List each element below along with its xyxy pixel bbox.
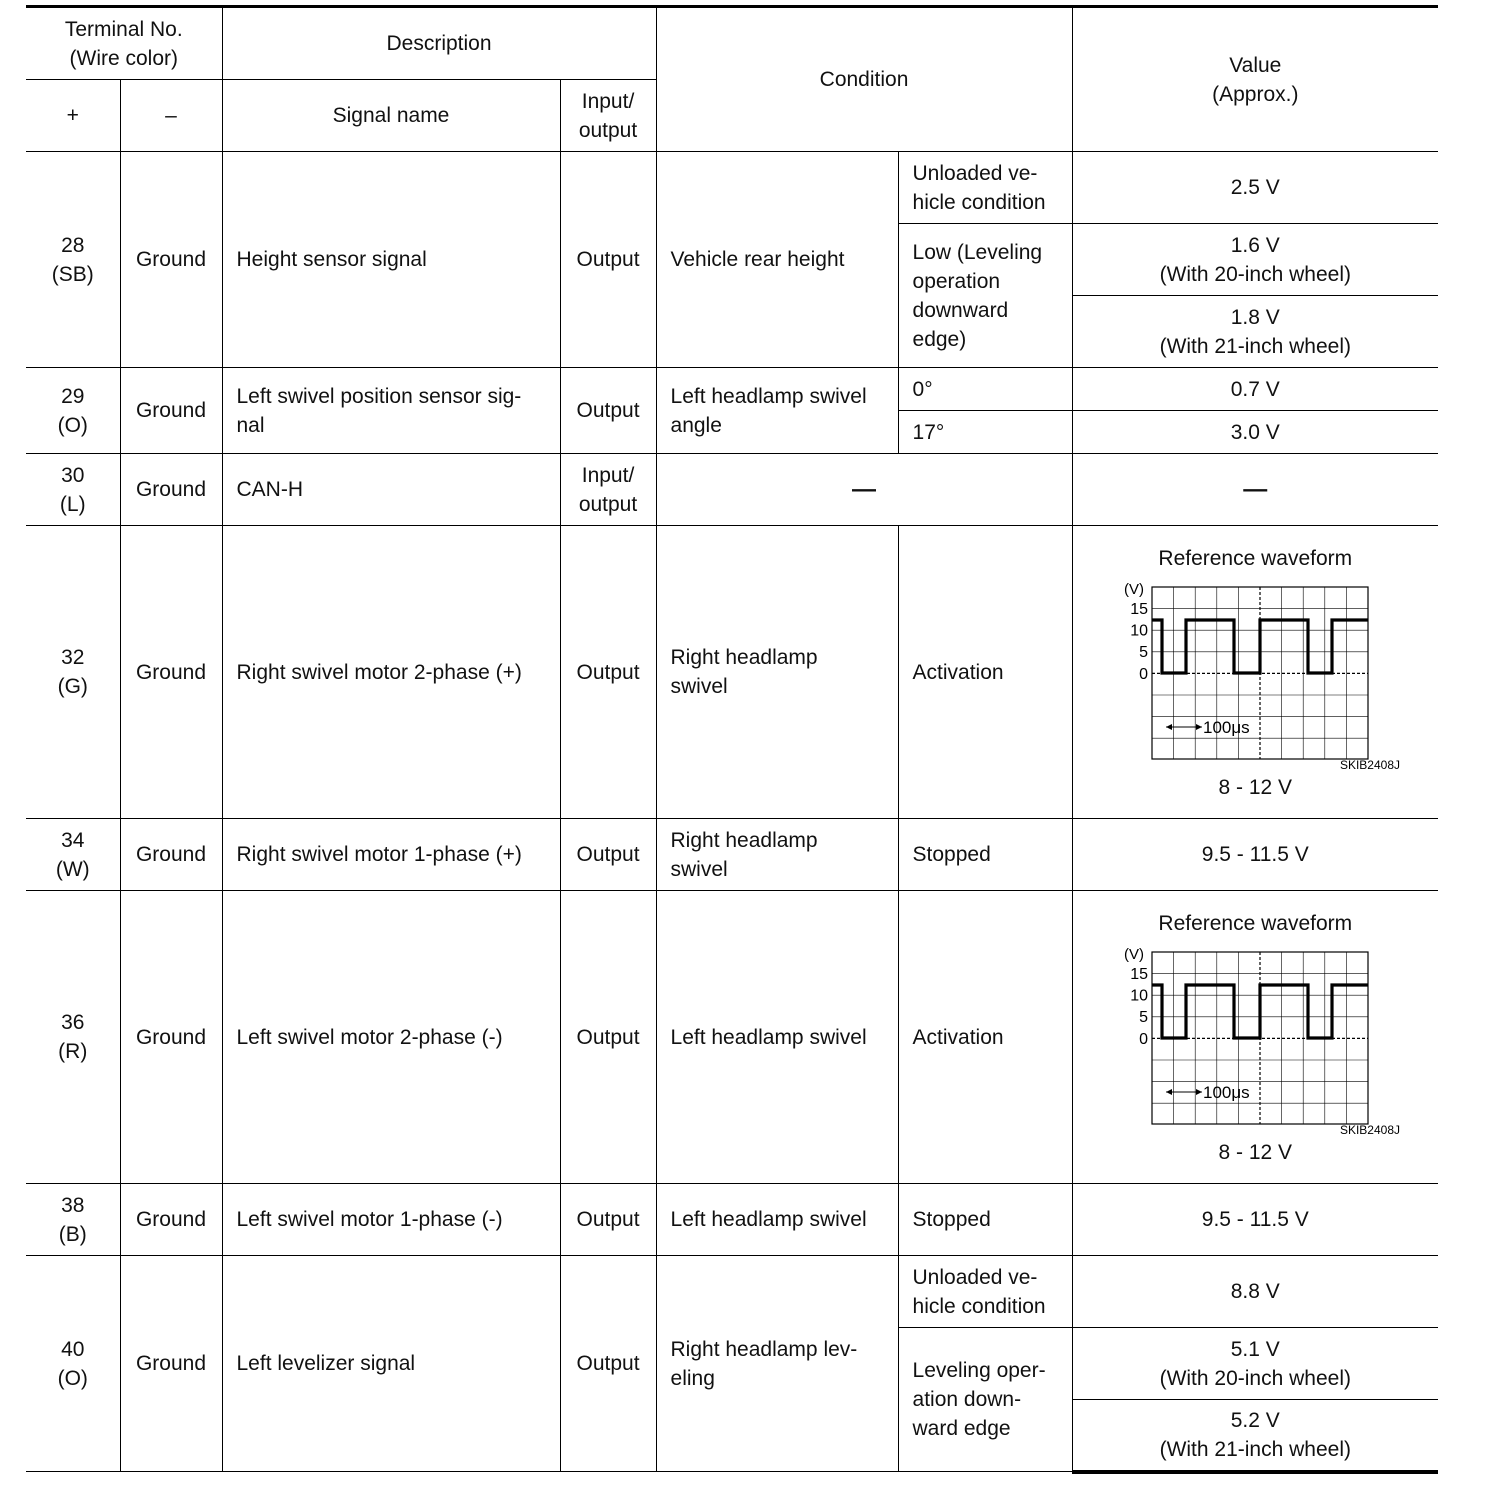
waveform-scope: [1110, 577, 1400, 771]
value-cell: 0.7 V: [1072, 368, 1438, 411]
value-cell: 9.5 - 11.5 V: [1072, 1184, 1438, 1256]
waveform-scope: [1110, 942, 1400, 1136]
io-cell: Output: [560, 1256, 656, 1472]
io-cell: Output: [560, 368, 656, 454]
y-axis-unit: (V): [1124, 581, 1145, 598]
table-row: [26, 526, 1438, 819]
arrow-left-icon: [1166, 1089, 1172, 1095]
header-signal-name: Signal name: [222, 80, 560, 152]
value-cell: 8.8 V: [1072, 1256, 1438, 1328]
waveform-code: SKIB2408J: [1340, 758, 1401, 771]
sub-condition-cell: Activation: [898, 526, 1072, 819]
y-tick-label: 10: [1130, 987, 1149, 1005]
signal-name-cell: Height sensor signal: [222, 152, 560, 368]
table-row: [26, 368, 1438, 411]
condition-cell: —: [656, 454, 1072, 526]
waveform-value: 8 - 12 V: [1218, 1141, 1293, 1164]
y-axis-unit: (V): [1124, 946, 1145, 963]
ground-cell: Ground: [120, 1256, 222, 1472]
io-cell: Output: [560, 891, 656, 1184]
terminal-cell: 30 (L): [26, 454, 120, 526]
header-condition: Condition: [656, 7, 1072, 152]
table-row: [26, 454, 1438, 526]
ground-cell: Ground: [120, 454, 222, 526]
value-cell: 9.5 - 11.5 V: [1072, 819, 1438, 891]
sub-condition-cell: Low (Leveling operation downward edge): [898, 224, 1072, 368]
arrow-right-icon: [1196, 724, 1202, 730]
condition-cell: Right headlamp swivel: [656, 819, 898, 891]
table-row: [26, 152, 1438, 224]
sub-condition-cell: Stopped: [898, 819, 1072, 891]
condition-cell: Left headlamp swivel: [656, 1184, 898, 1256]
y-tick-label: 0: [1139, 665, 1149, 683]
table-row: [26, 891, 1438, 1184]
value-cell: —: [1072, 454, 1438, 526]
table-row: [26, 819, 1438, 891]
arrow-left-icon: [1166, 724, 1172, 730]
header-terminal: Terminal No. (Wire color): [26, 7, 222, 80]
terminal-cell: 29 (O): [26, 368, 120, 454]
value-cell: 1.6 V (With 20-inch wheel): [1072, 224, 1438, 296]
terminal-cell: 38 (B): [26, 1184, 120, 1256]
ground-cell: Ground: [120, 152, 222, 368]
time-division-label: 100μs: [1203, 718, 1250, 737]
value-cell: 5.2 V (With 21-inch wheel): [1072, 1400, 1438, 1472]
io-cell: Output: [560, 526, 656, 819]
table-row: [26, 1256, 1438, 1328]
header-io: Input/ output: [560, 80, 656, 152]
waveform-title: Reference waveform: [1158, 547, 1353, 570]
terminal-cell: 36 (R): [26, 891, 120, 1184]
ground-cell: Ground: [120, 819, 222, 891]
waveform-value: 8 - 12 V: [1218, 776, 1293, 799]
header-minus: –: [120, 80, 222, 152]
condition-cell: Left headlamp swivel: [656, 891, 898, 1184]
y-tick-label: 5: [1139, 644, 1149, 662]
ground-cell: Ground: [120, 368, 222, 454]
y-tick-label: 5: [1139, 1009, 1149, 1027]
ground-cell: Ground: [120, 526, 222, 819]
condition-cell: Left headlamp swivel angle: [656, 368, 898, 454]
terminal-cell: 32 (G): [26, 526, 120, 819]
io-cell: Input/ output: [560, 454, 656, 526]
waveform-value-cell: [1072, 526, 1438, 819]
terminal-cell: 34 (W): [26, 819, 120, 891]
signal-name-cell: Left swivel motor 2-phase (-): [222, 891, 560, 1184]
signal-name-cell: Left swivel motor 1-phase (-): [222, 1184, 560, 1256]
signal-name-cell: Right swivel motor 1-phase (+): [222, 819, 560, 891]
waveform-signal: [1152, 985, 1368, 1038]
io-cell: Output: [560, 1184, 656, 1256]
value-cell: 2.5 V: [1072, 152, 1438, 224]
terminal-cell: 40 (O): [26, 1256, 120, 1472]
y-tick-label: 0: [1139, 1030, 1149, 1048]
terminal-cell: 28 (SB): [26, 152, 120, 368]
y-tick-label: 10: [1130, 622, 1149, 640]
waveform-signal: [1152, 620, 1368, 673]
sub-condition-cell: Stopped: [898, 1184, 1072, 1256]
y-tick-label: 15: [1130, 601, 1149, 618]
sub-condition-cell: Activation: [898, 891, 1072, 1184]
signal-name-cell: CAN-H: [222, 454, 560, 526]
arrow-right-icon: [1196, 1089, 1202, 1095]
value-cell: 3.0 V: [1072, 411, 1438, 454]
header-plus: +: [26, 80, 120, 152]
y-tick-label: 15: [1130, 966, 1149, 983]
sub-condition-cell: Leveling oper- ation down- ward edge: [898, 1328, 1072, 1472]
header-value: Value (Approx.): [1072, 7, 1438, 152]
sub-condition-cell: Unloaded ve- hicle condition: [898, 152, 1072, 224]
sub-condition-cell: 0°: [898, 368, 1072, 411]
signal-name-cell: Right swivel motor 2-phase (+): [222, 526, 560, 819]
terminal-spec-table: [26, 5, 1438, 1474]
condition-cell: Right headlamp lev- eling: [656, 1256, 898, 1472]
condition-cell: Vehicle rear height: [656, 152, 898, 368]
waveform-value-cell: [1072, 891, 1438, 1184]
header-description: Description: [222, 7, 656, 80]
waveform-code: SKIB2408J: [1340, 1123, 1401, 1136]
ground-cell: Ground: [120, 1184, 222, 1256]
table-row: [26, 1184, 1438, 1256]
sub-condition-cell: Unloaded ve- hicle condition: [898, 1256, 1072, 1328]
condition-cell: Right headlamp swivel: [656, 526, 898, 819]
io-cell: Output: [560, 152, 656, 368]
sub-condition-cell: 17°: [898, 411, 1072, 454]
waveform-title: Reference waveform: [1158, 912, 1353, 935]
time-division-label: 100μs: [1203, 1083, 1250, 1102]
ground-cell: Ground: [120, 891, 222, 1184]
signal-name-cell: Left swivel position sensor sig- nal: [222, 368, 560, 454]
value-cell: 5.1 V (With 20-inch wheel): [1072, 1328, 1438, 1400]
signal-name-cell: Left levelizer signal: [222, 1256, 560, 1472]
value-cell: 1.8 V (With 21-inch wheel): [1072, 296, 1438, 368]
io-cell: Output: [560, 819, 656, 891]
